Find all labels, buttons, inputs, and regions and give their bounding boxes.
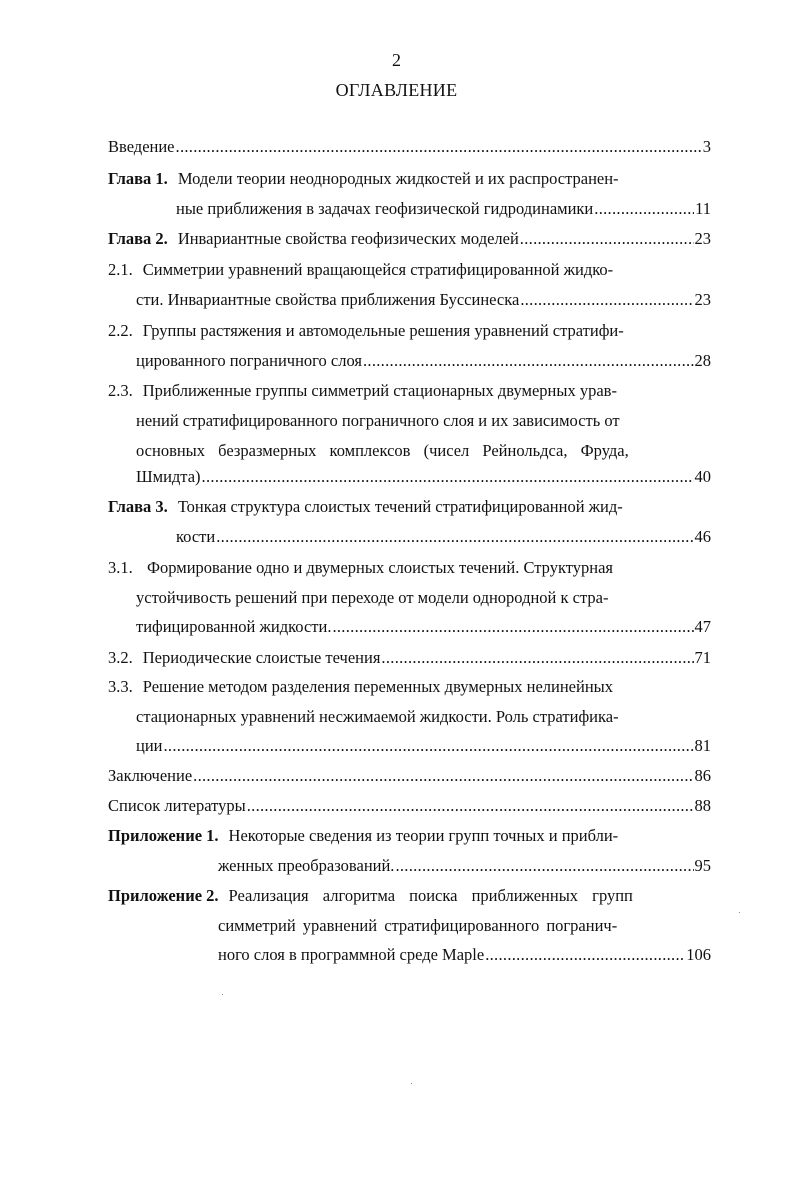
entry-title-line: устойчивость решений при переходе от модели однородной к стра- [136, 588, 609, 607]
entry-title-line: нений стратифицированного пограничного слоя и их зависимость от [136, 411, 620, 430]
toc-entry-introduction[interactable] [108, 136, 711, 158]
entry-title-line: тифицированной жидкости. [136, 617, 332, 636]
toc-entry-2-1[interactable] [108, 259, 613, 281]
entry-title-line: ные приближения в задачах геофизической гидродинамики [176, 199, 594, 218]
entry-page: 81 [694, 736, 711, 755]
toc-entry-references[interactable] [108, 795, 711, 817]
entry-page: 3 [702, 137, 711, 156]
entry-title-line: Формирование одно и двумерных слоистых течений. Структурная [147, 558, 613, 577]
toc-entry-3-3[interactable] [108, 676, 613, 698]
entry-title-line: ции [136, 736, 163, 755]
entry-page: 86 [694, 766, 711, 785]
entry-page: 46 [694, 527, 711, 546]
toc-entry-2-1-cont[interactable] [136, 289, 711, 311]
dot-leader [520, 289, 693, 311]
toc-entry-2-2-cont[interactable] [136, 350, 711, 372]
entry-title-line: Приближенные группы симметрий стационарных двумерных урав- [142, 381, 617, 400]
entry-page: 106 [686, 945, 711, 964]
entry-title-line: женных преобразований. [218, 856, 395, 875]
dot-leader [216, 526, 693, 548]
scan-speck [739, 912, 740, 913]
entry-number: 3.1. [108, 558, 133, 577]
scan-speck [411, 1083, 412, 1084]
entry-title-line: цированного пограничного слоя [136, 351, 362, 370]
toc-entry-conclusion[interactable] [108, 765, 711, 787]
dot-leader [485, 944, 685, 966]
entry-number: 2.1. [108, 260, 133, 279]
toc-entry-2-3-cont[interactable] [136, 466, 711, 488]
toc-entry-appendix-1-cont[interactable] [218, 855, 711, 877]
entry-label: Приложение 1. [108, 826, 219, 845]
entry-title: Заключение [108, 766, 193, 785]
entry-page: 28 [694, 351, 711, 370]
entry-page: 47 [694, 617, 711, 636]
entry-title-line: сти. Инвариантные свойства приближения Буссинеска [136, 290, 520, 309]
toc-entry-3-1[interactable] [108, 557, 613, 579]
dot-leader [176, 136, 702, 158]
entry-number: 2.2. [108, 321, 133, 340]
dot-leader [202, 466, 694, 488]
dot-leader [363, 350, 694, 372]
entry-number: 3.3. [108, 677, 133, 696]
entry-title-line: кости [176, 527, 216, 546]
toc-entry-appendix-2-line2[interactable] [218, 915, 617, 937]
toc-entry-2-3-line2[interactable] [136, 410, 620, 432]
entry-title-line: Шмидта) [136, 467, 201, 486]
entry-title-line: Некоторые сведения из теории групп точных и прибли- [228, 826, 619, 845]
toc-entry-2-2[interactable] [108, 320, 624, 342]
toc-entry-2-3-line3[interactable] [136, 440, 629, 462]
toc-entry-chapter-1[interactable] [108, 168, 619, 190]
entry-title-line: Тонкая структура слоистых течений стратифицированной жид- [177, 497, 623, 516]
scan-speck [222, 994, 223, 995]
entry-title: Введение [108, 137, 175, 156]
toc-entry-appendix-1[interactable] [108, 825, 619, 847]
toc-entry-chapter-1-cont[interactable] [176, 198, 711, 220]
dot-leader [381, 647, 693, 669]
entry-page: 88 [694, 796, 711, 815]
entry-page: 71 [694, 648, 711, 667]
dot-leader [164, 735, 694, 757]
toc-title: ОГЛАВЛЕНИЕ [335, 80, 458, 100]
dot-leader [594, 198, 694, 220]
entry-title-line: Модели теории неоднородных жидкостей и их распространен- [177, 169, 619, 188]
entry-page: 95 [694, 856, 711, 875]
toc-entry-3-1-cont[interactable] [136, 616, 711, 638]
entry-page: 23 [694, 229, 711, 248]
entry-title-line: основных безразмерных комплексов (чисел Рейнольдса, Фруда, [136, 441, 629, 460]
dot-leader [332, 616, 693, 638]
entry-title-line: ного слоя в программной среде Maple [218, 945, 485, 964]
toc-entry-chapter-2[interactable] [108, 228, 711, 250]
entry-page: 23 [694, 290, 711, 309]
toc-entry-chapter-3[interactable] [108, 496, 623, 518]
entry-title-line: стационарных уравнений несжимаемой жидкости. Роль стратифика- [136, 707, 619, 726]
entry-title: Периодические слоистые течения [142, 648, 381, 667]
entry-label: Глава 1. [108, 169, 168, 188]
dot-leader [395, 855, 693, 877]
entry-label: Приложение 2. [108, 886, 219, 905]
toc-entry-appendix-2-cont[interactable] [218, 944, 711, 966]
entry-number: 2.3. [108, 381, 133, 400]
toc-entry-2-3[interactable] [108, 380, 617, 402]
toc-entry-3-1-line2[interactable] [136, 587, 608, 609]
entry-title-line: Реализация алгоритма поиска приближенных групп [228, 886, 633, 905]
toc-entry-3-3-cont[interactable] [136, 735, 711, 757]
toc-entry-3-3-line2[interactable] [136, 706, 619, 728]
toc-entry-appendix-2[interactable] [108, 885, 633, 907]
entry-page: 40 [694, 467, 711, 486]
entry-title-line: Симметрии уравнений вращающейся стратифицированной жидко- [142, 260, 614, 279]
entry-title: Список литературы [108, 796, 246, 815]
toc-entry-3-2[interactable] [108, 647, 711, 669]
page-number: 2 [392, 50, 401, 70]
dot-leader [520, 228, 694, 250]
entry-title-line: Группы растяжения и автомодельные решения уравнений стратифи- [142, 321, 624, 340]
entry-title: Инвариантные свойства геофизических моделей [177, 229, 519, 248]
dot-leader [193, 765, 693, 787]
entry-title-line: симметрий уравнений стратифицированного погранич- [218, 916, 618, 935]
dot-leader [247, 795, 694, 817]
entry-label: Глава 3. [108, 497, 168, 516]
entry-label: Глава 2. [108, 229, 168, 248]
entry-number: 3.2. [108, 648, 133, 667]
toc-entry-chapter-3-cont[interactable] [176, 526, 711, 548]
entry-page: 11 [695, 199, 711, 218]
entry-title-line: Решение методом разделения переменных двумерных нелинейных [142, 677, 613, 696]
